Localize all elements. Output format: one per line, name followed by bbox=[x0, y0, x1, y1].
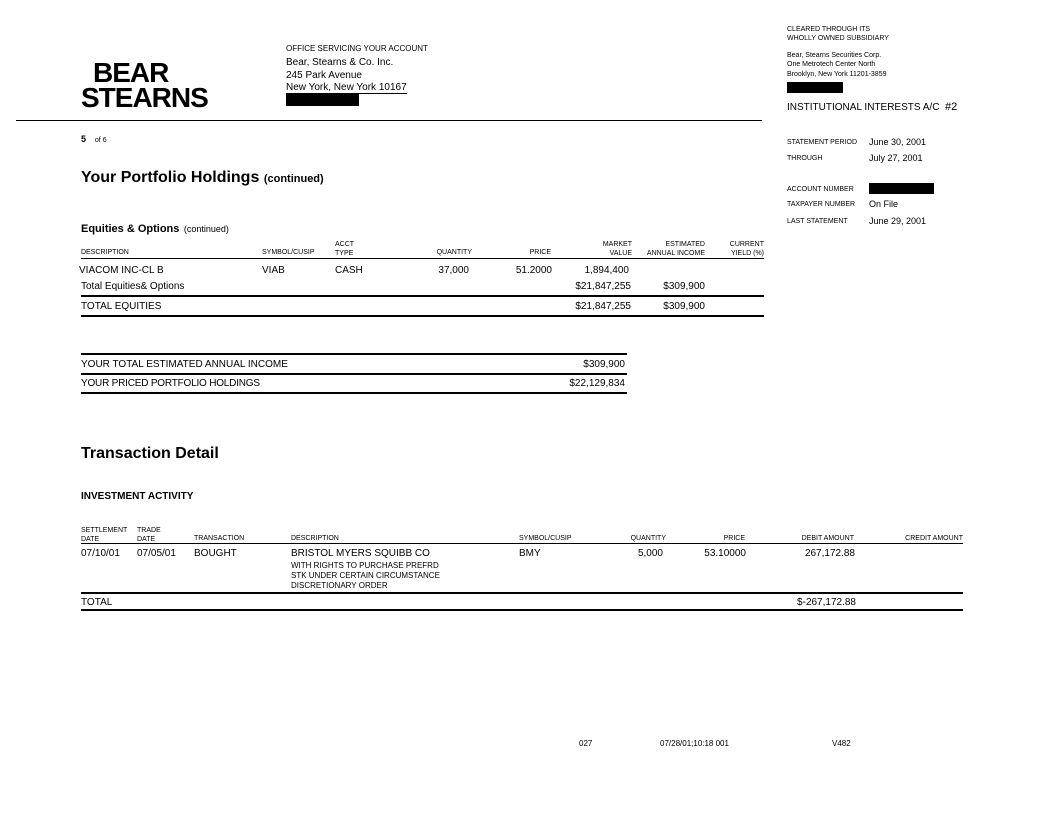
col-header-settlement-date bbox=[81, 526, 127, 544]
col-header-price: PRICE bbox=[529, 249, 551, 256]
total-equities-market-value: $21,847,255 bbox=[575, 301, 631, 312]
holdings-title: Your Portfolio Holdings bbox=[81, 169, 260, 186]
col-header-symbol: SYMBOL/CUSIP bbox=[262, 249, 315, 256]
total-eq-opt-label: Total Equities& Options bbox=[81, 281, 185, 292]
cell-symbol: BMY bbox=[519, 548, 541, 559]
redacted-box bbox=[869, 183, 934, 194]
col-header-current-yield bbox=[730, 240, 764, 258]
footer-code-2: 07/28/01;10:18 001 bbox=[660, 739, 729, 748]
cell-quantity: 37,000 bbox=[438, 265, 469, 276]
taxpayer-label: TAXPAYER NUMBER bbox=[787, 201, 856, 208]
office-city: New York, New York 10167 bbox=[286, 82, 407, 93]
page-title bbox=[81, 169, 324, 187]
col-header-description: DESCRIPTION bbox=[291, 535, 339, 542]
cell-price: 53.10000 bbox=[704, 548, 746, 559]
summary-rule-bottom bbox=[81, 392, 627, 394]
redacted-box bbox=[286, 94, 359, 106]
last-statement-value: June 29, 2001 bbox=[869, 216, 927, 226]
summary-income-value: $309,900 bbox=[583, 359, 625, 370]
bear-stearns-logo bbox=[81, 57, 208, 113]
col-header-symbol: SYMBOL/CUSIP bbox=[519, 535, 572, 542]
logo-line2: STEARNS bbox=[81, 82, 208, 113]
summary-priced-value: $22,129,834 bbox=[569, 378, 625, 389]
settle-header-line1: SETTLEMENT bbox=[81, 527, 128, 534]
clearing-line2: WHOLLY OWNED SUBSIDIARY bbox=[787, 35, 889, 42]
clearing-city: Brooklyn, New York 11201-3859 bbox=[787, 71, 887, 78]
transaction-total-rule-bottom bbox=[81, 609, 963, 611]
total-rule bbox=[81, 295, 764, 297]
col-header-description: DESCRIPTION bbox=[81, 249, 129, 256]
investment-activity-heading: INVESTMENT ACTIVITY bbox=[81, 491, 194, 502]
acct-header-line1: ACCT bbox=[335, 241, 355, 248]
col-header-transaction: TRANSACTION bbox=[194, 535, 245, 542]
col-header-credit: CREDIT AMOUNT bbox=[905, 535, 963, 542]
logo-line1: BEAR bbox=[93, 57, 169, 88]
transaction-total-debit: $-267,172.88 bbox=[797, 597, 856, 608]
cell-market-value: 1,894,400 bbox=[584, 265, 629, 276]
clearing-name: Bear, Stearns Securities Corp. bbox=[787, 52, 882, 59]
col-header-trade-date bbox=[137, 526, 161, 544]
cell-description: VIACOM INC-CL B bbox=[79, 265, 164, 276]
summary-priced-label: YOUR PRICED PORTFOLIO HOLDINGS bbox=[81, 378, 260, 389]
col-header-price: PRICE bbox=[723, 535, 745, 542]
summary-rule-mid bbox=[81, 373, 627, 375]
cell-debit: 267,172.88 bbox=[804, 548, 855, 559]
redacted-box bbox=[787, 82, 843, 93]
cell-symbol: VIAB bbox=[262, 265, 285, 276]
through-label: THROUGH bbox=[787, 155, 823, 162]
transaction-total-label: TOTAL bbox=[81, 597, 113, 608]
holdings-title-suffix: (continued) bbox=[263, 173, 324, 185]
page-num: 5 bbox=[81, 134, 87, 144]
eai-header-line1: ESTIMATED bbox=[665, 241, 705, 248]
equities-heading: Equities & Options bbox=[81, 223, 180, 235]
total-eq-opt-market-value: $21,847,255 bbox=[575, 281, 631, 292]
col-header-quantity: QUANTITY bbox=[630, 535, 666, 542]
cell-description-line4: DISCRETIONARY ORDER bbox=[291, 581, 388, 590]
cell-quantity: 5,000 bbox=[637, 548, 663, 559]
account-title-prefix: INSTITUTIONAL INTERESTS A/C bbox=[787, 102, 940, 113]
cell-description-line3: STK UNDER CERTAIN CIRCUMSTANCE bbox=[291, 571, 440, 580]
account-number-label: ACCOUNT NUMBER bbox=[787, 186, 854, 193]
cell-description: BRISTOL MYERS SQUIBB CO bbox=[291, 548, 430, 559]
office-name: Bear, Stearns & Co. Inc. bbox=[286, 57, 394, 68]
header-divider bbox=[16, 120, 762, 121]
trade-header-line2: DATE bbox=[137, 536, 156, 543]
page-number bbox=[81, 129, 107, 147]
cell-trade-date: 07/05/01 bbox=[137, 548, 176, 559]
account-title bbox=[787, 101, 957, 113]
cell-transaction: BOUGHT bbox=[194, 548, 237, 559]
transaction-header-rule bbox=[81, 543, 963, 544]
col-header-acct-type bbox=[335, 240, 354, 258]
col-header-est-income bbox=[647, 240, 705, 258]
statement-period-label: STATEMENT PERIOD bbox=[787, 139, 858, 146]
summary-income-label: YOUR TOTAL ESTIMATED ANNUAL INCOME bbox=[81, 359, 288, 370]
taxpayer-value: On File bbox=[869, 199, 899, 209]
total-eq-opt-income: $309,900 bbox=[663, 281, 705, 292]
cell-settlement-date: 07/10/01 bbox=[81, 548, 120, 559]
acct-header-line2: TYPE bbox=[335, 250, 354, 257]
total-equities-income: $309,900 bbox=[663, 301, 705, 312]
col-header-debit: DEBIT AMOUNT bbox=[801, 535, 854, 542]
account-title-suffix: #2 bbox=[945, 101, 958, 113]
mv-header-line1: MARKET bbox=[602, 241, 632, 248]
cy-header-line1: CURRENT bbox=[729, 241, 764, 248]
statement-period-value: June 30, 2001 bbox=[869, 137, 927, 147]
clearing-line1: CLEARED THROUGH ITS bbox=[787, 26, 871, 33]
eai-header-line2: ANNUAL INCOME bbox=[646, 250, 705, 257]
office-street: 245 Park Avenue bbox=[286, 70, 362, 81]
section-heading bbox=[81, 219, 229, 237]
holdings-header-rule bbox=[81, 258, 764, 259]
last-statement-label: LAST STATEMENT bbox=[787, 218, 848, 225]
page-of: of 6 bbox=[94, 137, 107, 144]
mv-header-line2: VALUE bbox=[609, 250, 632, 257]
cell-acct-type: CASH bbox=[335, 265, 363, 276]
summary-rule-top bbox=[81, 353, 627, 355]
equities-heading-suffix: (continued) bbox=[183, 224, 229, 234]
cell-description-line2: WITH RIGHTS TO PURCHASE PREFRD bbox=[291, 561, 439, 570]
trade-header-line1: TRADE bbox=[137, 527, 161, 534]
cy-header-line2: YIELD (%) bbox=[730, 250, 764, 257]
footer-code-1: 027 bbox=[579, 739, 593, 748]
transaction-total-rule-top bbox=[81, 592, 963, 594]
settle-header-line2: DATE bbox=[81, 536, 100, 543]
total-equities-label: TOTAL EQUITIES bbox=[81, 301, 162, 312]
clearing-street: One Metrotech Center North bbox=[787, 61, 876, 68]
total-rule bbox=[81, 315, 764, 317]
footer-code-3: V482 bbox=[832, 739, 851, 748]
cell-price: 51.2000 bbox=[515, 265, 552, 276]
through-value: July 27, 2001 bbox=[869, 153, 923, 163]
col-header-market-value bbox=[603, 240, 632, 258]
col-header-quantity: QUANTITY bbox=[436, 249, 472, 256]
transaction-title: Transaction Detail bbox=[81, 445, 219, 462]
office-heading: OFFICE SERVICING YOUR ACCOUNT bbox=[286, 44, 428, 53]
